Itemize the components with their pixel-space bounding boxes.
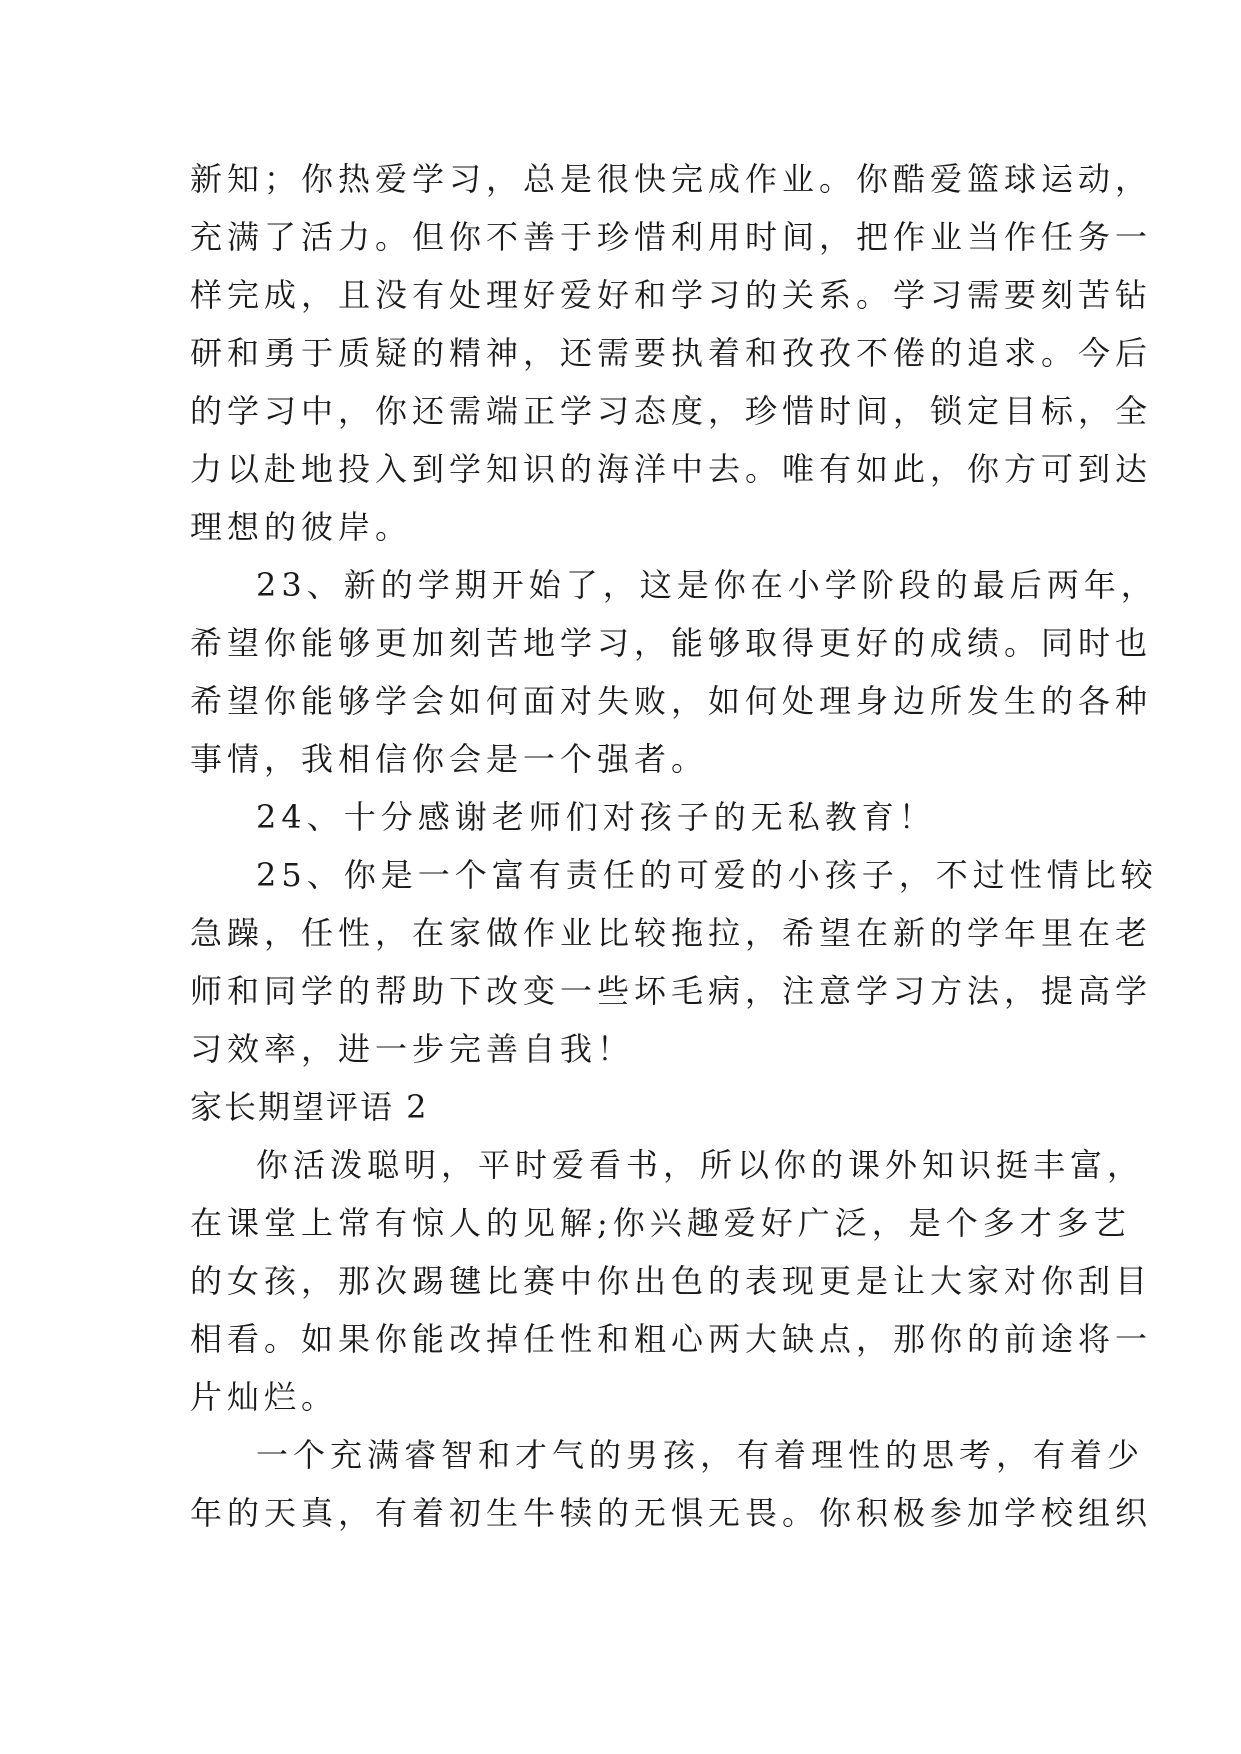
text-line: 事情，我相信你会是一个强者。: [190, 740, 709, 778]
paragraph-section2-1: [190, 1136, 1153, 1426]
text-line: 师和同学的帮助下改变一些坏毛病，注意学习方法，提高学: [190, 972, 1153, 1010]
paragraph-section2-2: [190, 1426, 1153, 1542]
paragraph-25: [190, 846, 1158, 1078]
text-line: 希望你能够更加刻苦地学习，能够取得更好的成绩。同时也: [190, 624, 1153, 662]
text-line: 研和勇于质疑的精神，还需要执着和孜孜不倦的追求。今后: [190, 334, 1153, 372]
text-line: 相看。如果你能改掉任性和粗心两大缺点，那你的前途将一: [190, 1320, 1153, 1358]
paragraph-24: [190, 788, 1060, 846]
text-line: 在课堂上常有惊人的见解;你兴趣爱好广泛，是个多才多艺: [190, 1204, 1131, 1242]
document-body: [190, 150, 1158, 1542]
text-line: 年的天真，有着初生牛犊的无惧无畏。你积极参加学校组织: [190, 1494, 1153, 1532]
text-line: 24、十分感谢老师们对孩子的无私教育！: [256, 798, 936, 836]
paragraph-22-continued: [190, 150, 1153, 556]
section-heading: 家长期望评语 2: [190, 1088, 429, 1126]
text-line: 希望你能够学会如何面对失败，如何处理身边所发生的各种: [190, 682, 1153, 720]
text-line: 的女孩，那次踢毽比赛中你出色的表现更是让大家对你刮目: [190, 1262, 1153, 1300]
text-line: 充满了活力。但你不善于珍惜利用时间，把作业当作任务一: [190, 218, 1153, 256]
text-line: 的学习中，你还需端正学习态度，珍惜时间，锁定目标，全: [190, 392, 1153, 430]
text-line: 新知；你热爱学习，总是很快完成作业。你酷爱篮球运动，: [190, 160, 1153, 198]
text-line: 片灿烂。: [190, 1378, 339, 1416]
text-line: 一个充满睿智和才气的男孩，有着理性的思考，有着少: [256, 1436, 1145, 1474]
text-line: 理想的彼岸。: [190, 508, 413, 546]
text-line: 你活泼聪明，平时爱看书，所以你的课外知识挺丰富，: [256, 1146, 1145, 1184]
paragraph-23: [190, 556, 1158, 788]
text-line: 样完成，且没有处理好爱好和学习的关系。学习需要刻苦钻: [190, 276, 1153, 314]
text-line: 急躁，任性，在家做作业比较拖拉，希望在新的学年里在老: [190, 914, 1153, 952]
text-line: 23、新的学期开始了，这是你在小学阶段的最后两年，: [256, 566, 1158, 604]
text-line: 25、你是一个富有责任的可爱的小孩子，不过性情比较: [256, 856, 1158, 894]
text-line: 力以赴地投入到学知识的海洋中去。唯有如此，你方可到达: [190, 450, 1153, 488]
text-line: 习效率，进一步完善自我！: [190, 1030, 635, 1068]
